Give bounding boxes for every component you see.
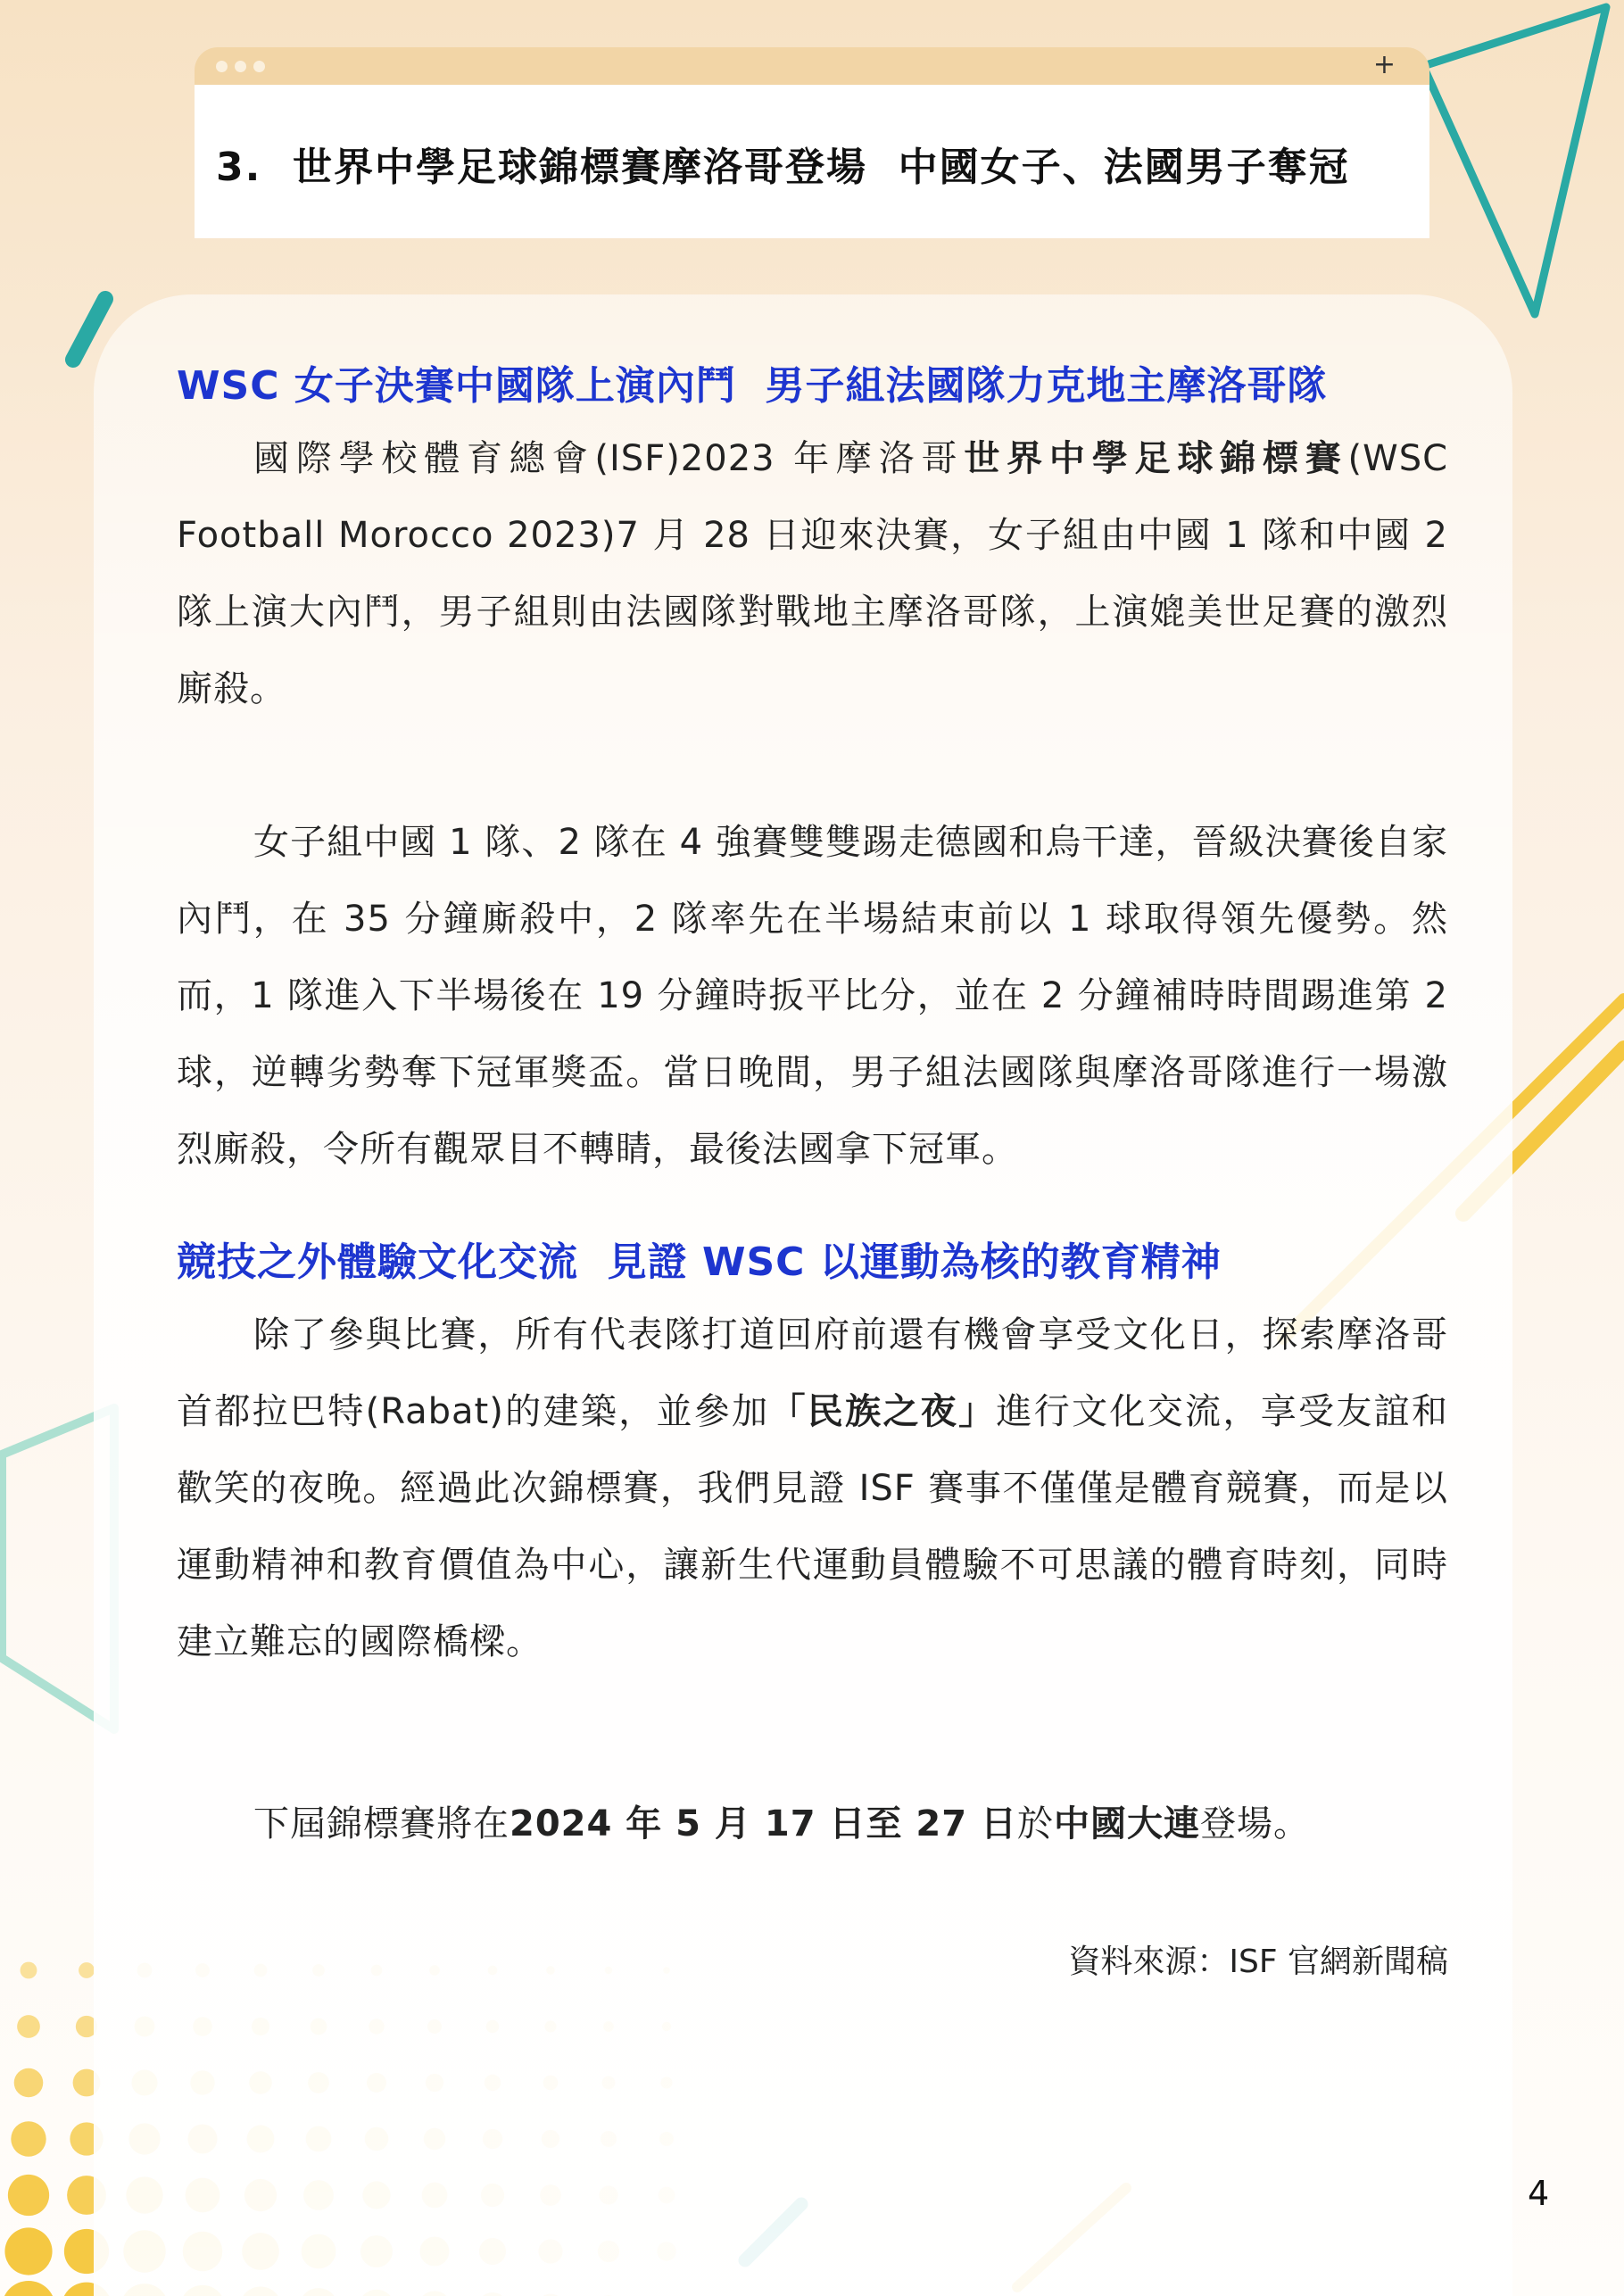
window-dot xyxy=(253,61,265,72)
window-top-bar xyxy=(195,47,1429,85)
page-number: 4 xyxy=(1528,2174,1550,2213)
title-box xyxy=(195,85,1429,238)
bold-text: 中國大連 xyxy=(1053,1803,1200,1844)
plus-icon: + xyxy=(1372,49,1396,80)
text-run: 除了參與比賽，所有代表隊打道回府前還有機會享受文化日，探索摩洛哥首都拉巴特(Rabat)的建築，並參加 xyxy=(177,1314,1448,1432)
yellow-dot xyxy=(2,2281,55,2296)
window-dot xyxy=(235,61,246,72)
yellow-dot xyxy=(17,2015,40,2038)
window-dot xyxy=(216,61,228,72)
paragraph-3 xyxy=(177,1297,1448,1680)
bold-text: 世界中學足球錦標賽 xyxy=(964,438,1348,479)
yellow-dot xyxy=(11,2121,46,2156)
text-run: 登場。 xyxy=(1199,1803,1310,1844)
text-run: (WSC Football Morocco 2023)7 月 28 日迎來決賽，女子組由中國 1 隊和中國 2 隊上演大內鬥，男子組則由法國隊對戰地主摩洛哥隊，上演媲美世足賽的激烈廝殺。 xyxy=(177,438,1449,709)
article-body xyxy=(177,352,1448,1989)
yellow-dot xyxy=(79,1962,95,1978)
bold-text: 2024 年 5 月 17 日至 27 日 xyxy=(510,1803,1017,1844)
text-run: 下屆錦標賽將在 xyxy=(253,1803,510,1844)
section-heading-2: 競技之外體驗文化交流 見證 WSC 以運動為核的教育精神 xyxy=(177,1239,1222,1285)
yellow-dot xyxy=(14,2068,44,2098)
text-run: 於 xyxy=(1016,1803,1054,1844)
page-title: 3. 世界中學足球錦標賽摩洛哥登場 中國女子、法國男子奪冠 xyxy=(216,145,1350,190)
yellow-dot xyxy=(8,2175,49,2216)
yellow-dot xyxy=(4,2227,52,2275)
text-run: 國際學校體育總會(ISF)2023 年摩洛哥 xyxy=(253,438,965,479)
teal-dash-top-left xyxy=(73,299,105,360)
bold-text: 「民族之夜」 xyxy=(769,1391,997,1432)
source-credit: 資料來源：ISF 官網新聞稿 xyxy=(1068,1944,1448,1980)
paragraph-1 xyxy=(177,420,1448,727)
window-dots xyxy=(216,61,265,72)
paragraph-2: 女子組中國 1 隊、2 隊在 4 強賽雙雙踢走德國和烏干達，晉級決賽後自家內鬥，在 35 分鐘廝殺中，2 隊率先在半場結束前以 1 球取得領先優勢。然而，1 隊進入下半場後在 19 分鐘時扳平比分，並在 2 分鐘補時時間踢進第 2 球，逆轉劣勢奪下冠軍獎盃。當日晚間，男子組法國隊與摩洛哥隊進行一場激烈廝殺，令所有觀眾目不轉睛，最後法國拿下冠軍。 xyxy=(177,822,1448,1170)
paragraph-4 xyxy=(177,1786,1448,1862)
text-run: 進行文化交流，享受友誼和歡笑的夜晚。經過此次錦標賽，我們見證 ISF 賽事不僅僅是體育競賽，而是以運動精神和教育價值為中心，讓新生代運動員體驗不可思議的體育時刻，同時建立難忘的國際橋樑。 xyxy=(177,1391,1449,1662)
section-heading-1: WSC 女子決賽中國隊上演內鬥 男子組法國隊力克地主摩洛哥隊 xyxy=(177,363,1328,409)
teal-triangle-outline xyxy=(1423,7,1606,314)
yellow-dot xyxy=(21,1962,37,1979)
